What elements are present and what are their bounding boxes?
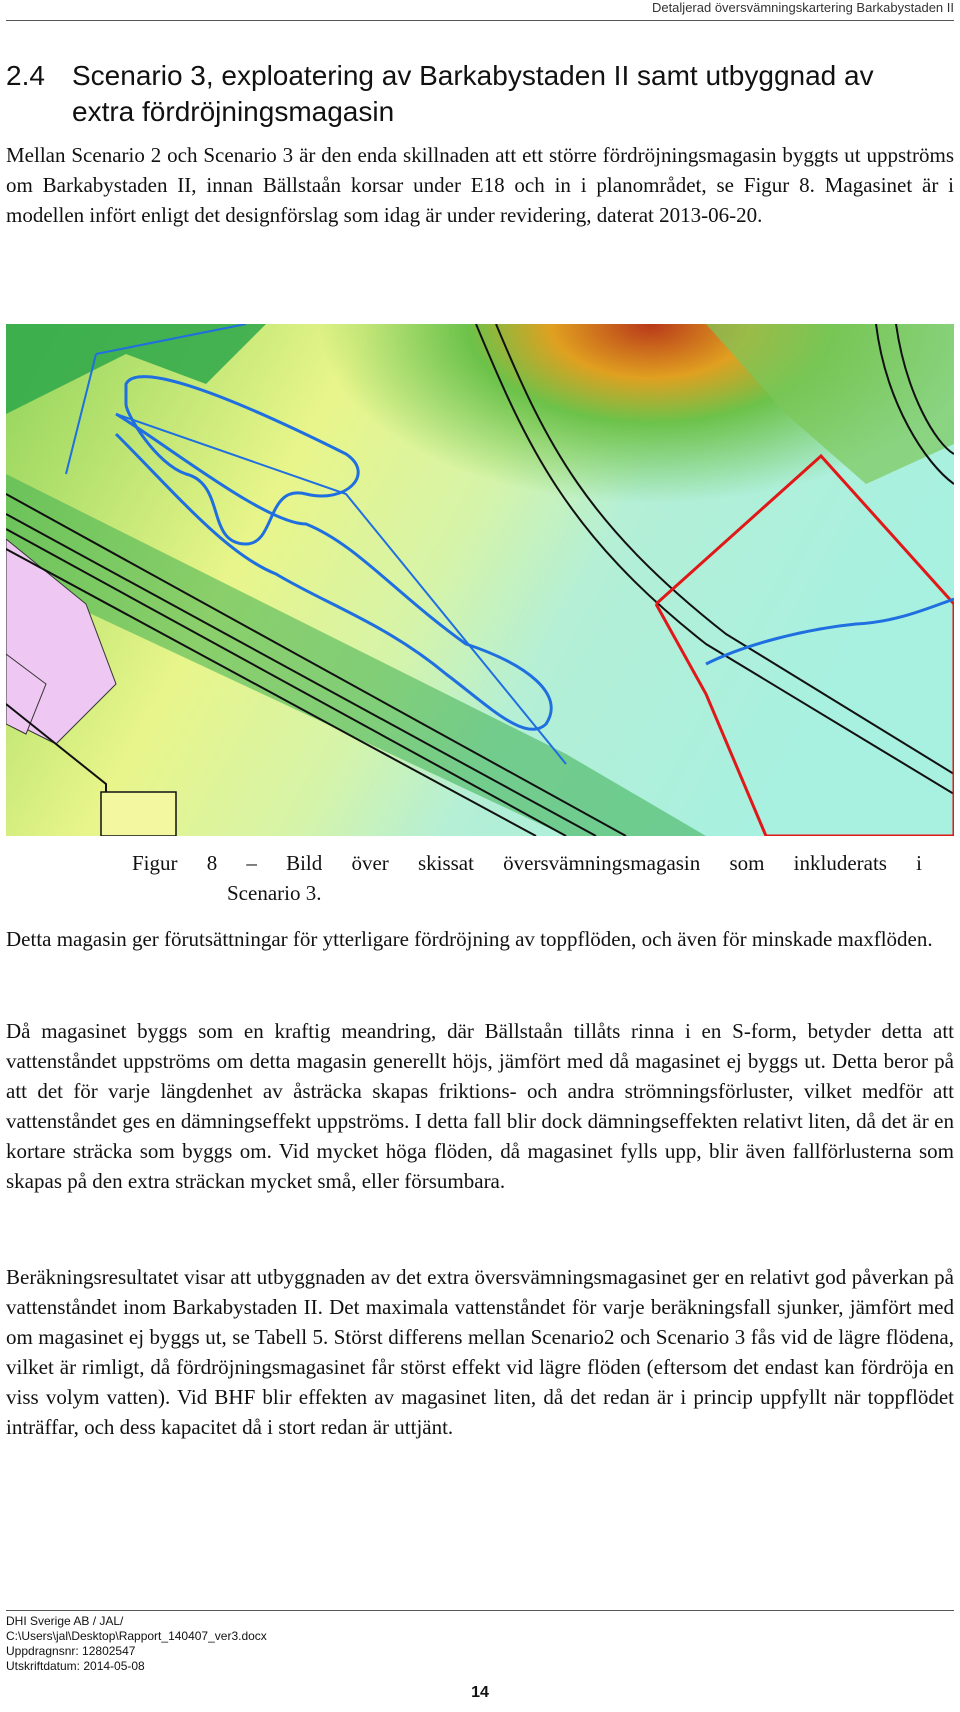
header-divider xyxy=(6,20,954,21)
paragraph-intro: Mellan Scenario 2 och Scenario 3 är den enda skillnaden att ett större fördröjningsmagasin byggts ut uppströms om Barkabystaden II, innan Bällstaån korsar under E18 och in i planområdet, se Figur 8. Magasinet är i modellen infört enligt det designförslag som idag är under revidering, daterat 2013-06-20. xyxy=(6,143,954,227)
page-number: 14 xyxy=(471,1684,489,1701)
caption-line-2: Scenario 3. xyxy=(227,881,322,905)
footer-filepath: C:\Users\jal\Desktop\Rapport_140407_ver3.docx xyxy=(6,1629,267,1643)
section-title: Scenario 3, exploatering av Barkabystaden II samt utbyggnad av extra fördröjningsmagasin xyxy=(72,60,874,127)
figure-map xyxy=(6,324,954,836)
footer-project-number: Uppdragnsnr: 12802547 xyxy=(6,1644,136,1658)
figure-caption xyxy=(132,848,922,908)
footer-block xyxy=(6,1614,267,1674)
paragraph-results: Beräkningsresultatet visar att utbyggnaden av det extra översvämningsmagasinet ger en relativt god påverkan på vattenståndet inom Barkabystaden II. Det maximala vattenståndet för varje beräkningsfall sjunker, jämfört med om magasinet ej byggs ut, se Tabell 5. Störst differens mellan Scenario2 och Scenario 3 fås vid de lägre flödena, vilket är rimligt, då fördröjningsmagasinet får störst effekt vid lägre flöden (eftersom det endast kan fördröja en viss volym vatten). Vid BHF blir effekten av magasinet liten, då det redan är i princip uppfyllt när toppflödet inträffar, och dess kapacitet då i stort redan är uttjänt. xyxy=(6,1265,954,1439)
running-header: Detaljerad översvämningskartering Barkabystaden II xyxy=(651,0,954,15)
parcel-lower xyxy=(101,792,176,836)
caption-line-1: Figur 8 – Bild över skissat översvämningsmagasin som inkluderats i xyxy=(132,851,922,875)
section-number: 2.4 xyxy=(6,60,45,91)
footer-divider xyxy=(6,1610,954,1611)
footer-company: DHI Sverige AB / JAL/ xyxy=(6,1614,124,1628)
paragraph-meander: Då magasinet byggs som en kraftig meandring, där Bällstaån tillåts rinna i en S-form, betyder detta att vattenståndet uppströms om detta magasin generellt höjs, jämfört med då magasinet ej byggs ut. Detta beror på att det för varje längdenhet av åsträcka skapas friktions- och andra strömningsförluster, vilket medför att vattenståndet ges en dämningseffekt uppströms. I detta fall blir dock dämningseffekten relativt liten, då det är en kortare sträcka som byggs om. Vid mycket höga flöden, då magasinet fylls upp, blir även fallförlusterna som skapas på den extra sträckan mycket små, eller försumbara. xyxy=(6,1019,954,1193)
paragraph-effect: Detta magasin ger förutsättningar för ytterligare fördröjning av toppflöden, och även för minskade maxflöden. xyxy=(6,927,933,951)
footer-print-date: Utskriftdatum: 2014-05-08 xyxy=(6,1659,145,1673)
